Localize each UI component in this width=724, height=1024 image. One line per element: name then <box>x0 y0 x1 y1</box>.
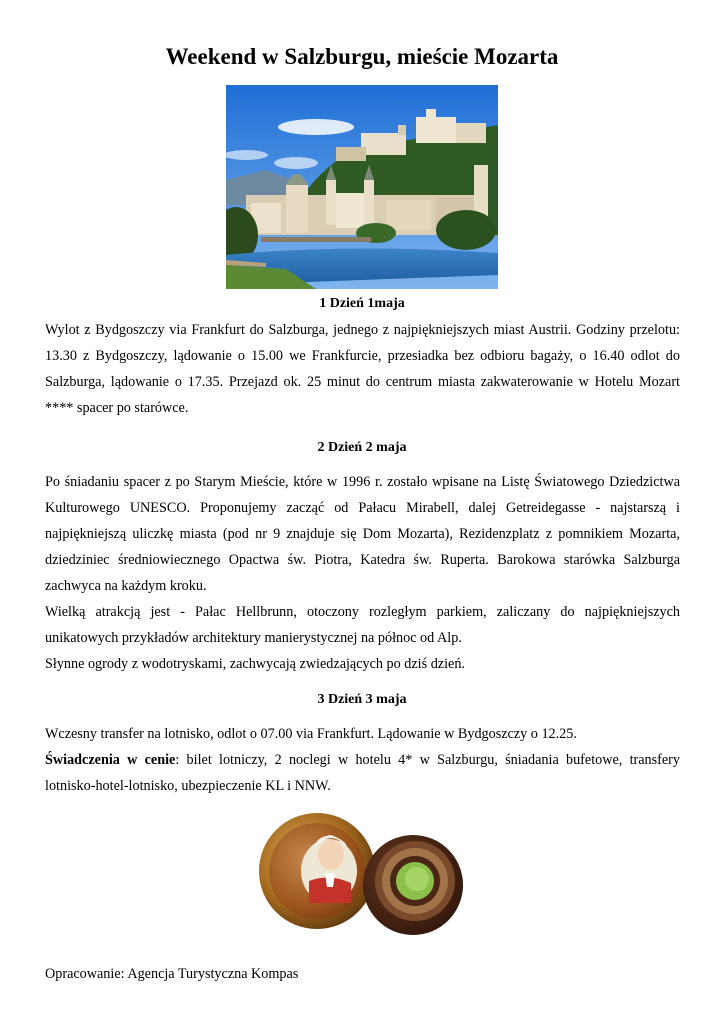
page-title: Weekend w Salzburgu, mieście Mozarta <box>165 44 559 69</box>
footer-credit: Opracowanie: Agencja Turystyczna Kompas <box>45 966 299 982</box>
day3-paragraph <box>45 721 680 799</box>
day1-text: Wylot z Bydgoszczy via Frankfurt do Salzburga, jednego z najpiękniejszych miast Austrii. Godziny przelotu: 13.30 z Bydgoszczy, lądowanie o 15.00 we Frankfurcie, przesiadka bez odbioru bagaży, o 16.40 odlot do Salzburga, lądowanie o 17.35. Przejazd ok. 25 minut do centrum miasta zakwaterowanie w Hotelu Mozart **** spacer po starówce. <box>45 322 680 416</box>
day2-text-2: Wielką atrakcją jest - Pałac Hellbrunn, otoczony rozległym parkiem, zaliczany do najpiękniejszych unikatowych przykładów architektury manierystycznej na północ od Alp. <box>45 604 680 646</box>
day2-paragraph <box>45 469 680 677</box>
day3-included <box>45 747 680 799</box>
included-text: : bilet lotniczy, 2 noclegi w hotelu 4* w Salzburgu, śniadania bufetowe, transfery lotnisko-hotel-lotnisko, ubezpieczenie KL i NNW. <box>45 752 680 794</box>
day2-text-3: Słynne ogrody z wodotryskami, zachwycają zwiedzających po dziś dzień. <box>45 656 465 672</box>
day3-heading: 3 Dzień 3 maja <box>317 692 407 707</box>
day1-heading: 1 Dzień 1maja <box>319 296 405 311</box>
salzburg-photo <box>226 85 498 289</box>
included-label: Świadczenia w cenie <box>45 752 176 768</box>
mozartkugel-image <box>255 803 467 951</box>
day1-paragraph <box>45 317 680 421</box>
day2-heading: 2 Dzień 2 maja <box>317 440 407 455</box>
day3-text: Wczesny transfer na lotnisko, odlot o 07.00 via Frankfurt. Lądowanie w Bydgoszczy o 12.25. <box>45 726 577 742</box>
day2-text-1: Po śniadaniu spacer z po Starym Mieście, które w 1996 r. zostało wpisane na Listę Światowego Dziedzictwa Kulturowego UNESCO. Proponujemy zacząć od Pałacu Mirabell, dalej Getreidegasse - najstarszą i najpiękniejszą uliczkę miasta (pod nr 9 znajduje się Dom Mozarta), Rezidenzplatz z pomnikiem Mozarta, dziedziniec średniowiecznego Opactwa św. Piotra, Katedra św. Ruperta. Barokowa starówka Salzburga zachwyca na każdym kroku. <box>45 474 680 594</box>
